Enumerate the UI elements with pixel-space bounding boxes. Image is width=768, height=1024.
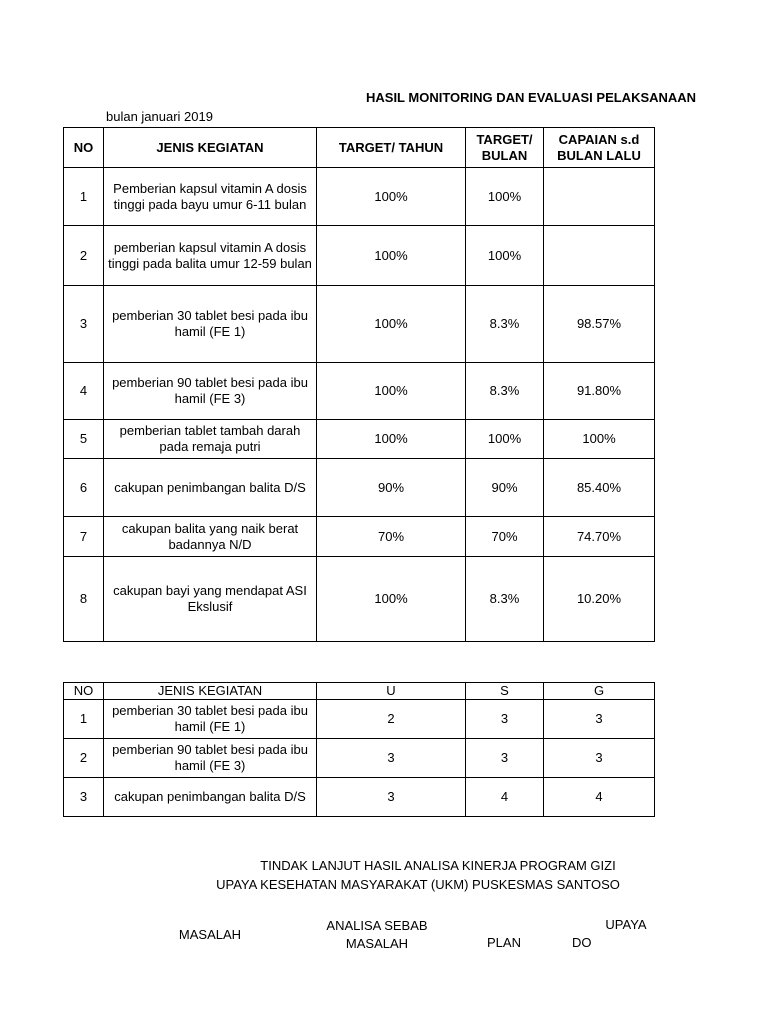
table-header-row	[64, 683, 655, 700]
cell-no: 8	[64, 557, 104, 642]
cell-capaian: 100%	[544, 420, 655, 459]
cell-s: 4	[466, 778, 544, 817]
cell-capaian: 10.20%	[544, 557, 655, 642]
document-subtitle: bulan januari 2019	[106, 109, 213, 124]
cell-no: 2	[64, 226, 104, 286]
cell-u: 3	[317, 739, 466, 778]
cell-target-tahun: 100%	[317, 363, 466, 420]
cell-target-bulan: 90%	[466, 459, 544, 517]
cell-kegiatan: cakupan penimbangan balita D/S	[104, 459, 317, 517]
cell-target-bulan: 8.3%	[466, 557, 544, 642]
header-target-tahun: TARGET/ TAHUN	[317, 128, 466, 168]
header-s: S	[466, 683, 544, 700]
cell-g: 4	[544, 778, 655, 817]
cell-capaian: 98.57%	[544, 286, 655, 363]
cell-no: 5	[64, 420, 104, 459]
cell-g: 3	[544, 700, 655, 739]
followup-title-line1: TINDAK LANJUT HASIL ANALISA KINERJA PROGRAM GIZI	[260, 858, 616, 873]
table-row	[64, 557, 655, 642]
cell-target-tahun: 100%	[317, 420, 466, 459]
cell-kegiatan: pemberian 30 tablet besi pada ibu hamil (FE 1)	[104, 286, 317, 363]
header-u: U	[317, 683, 466, 700]
cell-kegiatan: pemberian tablet tambah darah pada remaja putri	[104, 420, 317, 459]
cell-no: 3	[64, 286, 104, 363]
table-row	[64, 739, 655, 778]
header-target-bulan: TARGET/ BULAN	[466, 128, 544, 168]
cell-no: 4	[64, 363, 104, 420]
column-plan: PLAN	[487, 935, 521, 950]
cell-target-tahun: 100%	[317, 168, 466, 226]
cell-target-tahun: 90%	[317, 459, 466, 517]
column-do: DO	[572, 935, 592, 950]
table-row	[64, 459, 655, 517]
cell-capaian: 85.40%	[544, 459, 655, 517]
cell-s: 3	[466, 739, 544, 778]
cell-target-bulan: 8.3%	[466, 363, 544, 420]
cell-kegiatan: Pemberian kapsul vitamin A dosis tinggi pada bayu umur 6-11 bulan	[104, 168, 317, 226]
cell-target-tahun: 100%	[317, 226, 466, 286]
header-no: NO	[64, 683, 104, 700]
cell-target-tahun: 70%	[317, 517, 466, 557]
usg-priority-table	[63, 682, 655, 817]
cell-no: 1	[64, 168, 104, 226]
cell-kegiatan: pemberian 90 tablet besi pada ibu hamil (FE 3)	[104, 739, 317, 778]
document-title: HASIL MONITORING DAN EVALUASI PELAKSANAAN	[366, 90, 697, 105]
monitoring-table	[63, 127, 655, 642]
followup-title-line2: UPAYA KESEHATAN MASYARAKAT (UKM) PUSKESMAS SANTOSO	[216, 877, 620, 892]
cell-capaian: 91.80%	[544, 363, 655, 420]
header-g: G	[544, 683, 655, 700]
cell-kegiatan: pemberian 30 tablet besi pada ibu hamil (FE 1)	[104, 700, 317, 739]
table-row	[64, 778, 655, 817]
table-row	[64, 363, 655, 420]
table-header-row	[64, 128, 655, 168]
cell-u: 2	[317, 700, 466, 739]
header-jenis-kegiatan: JENIS KEGIATAN	[104, 683, 317, 700]
header-no: NO	[64, 128, 104, 168]
column-masalah: MASALAH	[178, 927, 242, 942]
cell-target-tahun: 100%	[317, 557, 466, 642]
cell-target-bulan: 100%	[466, 168, 544, 226]
cell-capaian	[544, 226, 655, 286]
cell-no: 7	[64, 517, 104, 557]
cell-u: 3	[317, 778, 466, 817]
cell-kegiatan: cakupan bayi yang mendapat ASI Ekslusif	[104, 557, 317, 642]
table-row	[64, 286, 655, 363]
table-row	[64, 226, 655, 286]
cell-kegiatan: pemberian 90 tablet besi pada ibu hamil (FE 3)	[104, 363, 317, 420]
cell-target-tahun: 100%	[317, 286, 466, 363]
column-analisa-sebab-masalah: ANALISA SEBAB MASALAH	[326, 918, 428, 951]
cell-target-bulan: 100%	[466, 420, 544, 459]
table-row	[64, 700, 655, 739]
cell-target-bulan: 70%	[466, 517, 544, 557]
cell-g: 3	[544, 739, 655, 778]
cell-target-bulan: 100%	[466, 226, 544, 286]
cell-capaian: 74.70%	[544, 517, 655, 557]
cell-no: 6	[64, 459, 104, 517]
table-row	[64, 420, 655, 459]
table-row	[64, 517, 655, 557]
header-capaian: CAPAIAN s.d BULAN LALU	[544, 128, 655, 168]
cell-capaian	[544, 168, 655, 226]
header-jenis-kegiatan: JENIS KEGIATAN	[104, 128, 317, 168]
cell-no: 2	[64, 739, 104, 778]
cell-kegiatan: cakupan balita yang naik berat badannya N/D	[104, 517, 317, 557]
cell-no: 1	[64, 700, 104, 739]
column-upaya: UPAYA	[605, 917, 647, 932]
cell-no: 3	[64, 778, 104, 817]
cell-s: 3	[466, 700, 544, 739]
cell-target-bulan: 8.3%	[466, 286, 544, 363]
cell-kegiatan: pemberian kapsul vitamin A dosis tinggi pada balita umur 12-59 bulan	[104, 226, 317, 286]
table-row	[64, 168, 655, 226]
cell-kegiatan: cakupan penimbangan balita D/S	[104, 778, 317, 817]
